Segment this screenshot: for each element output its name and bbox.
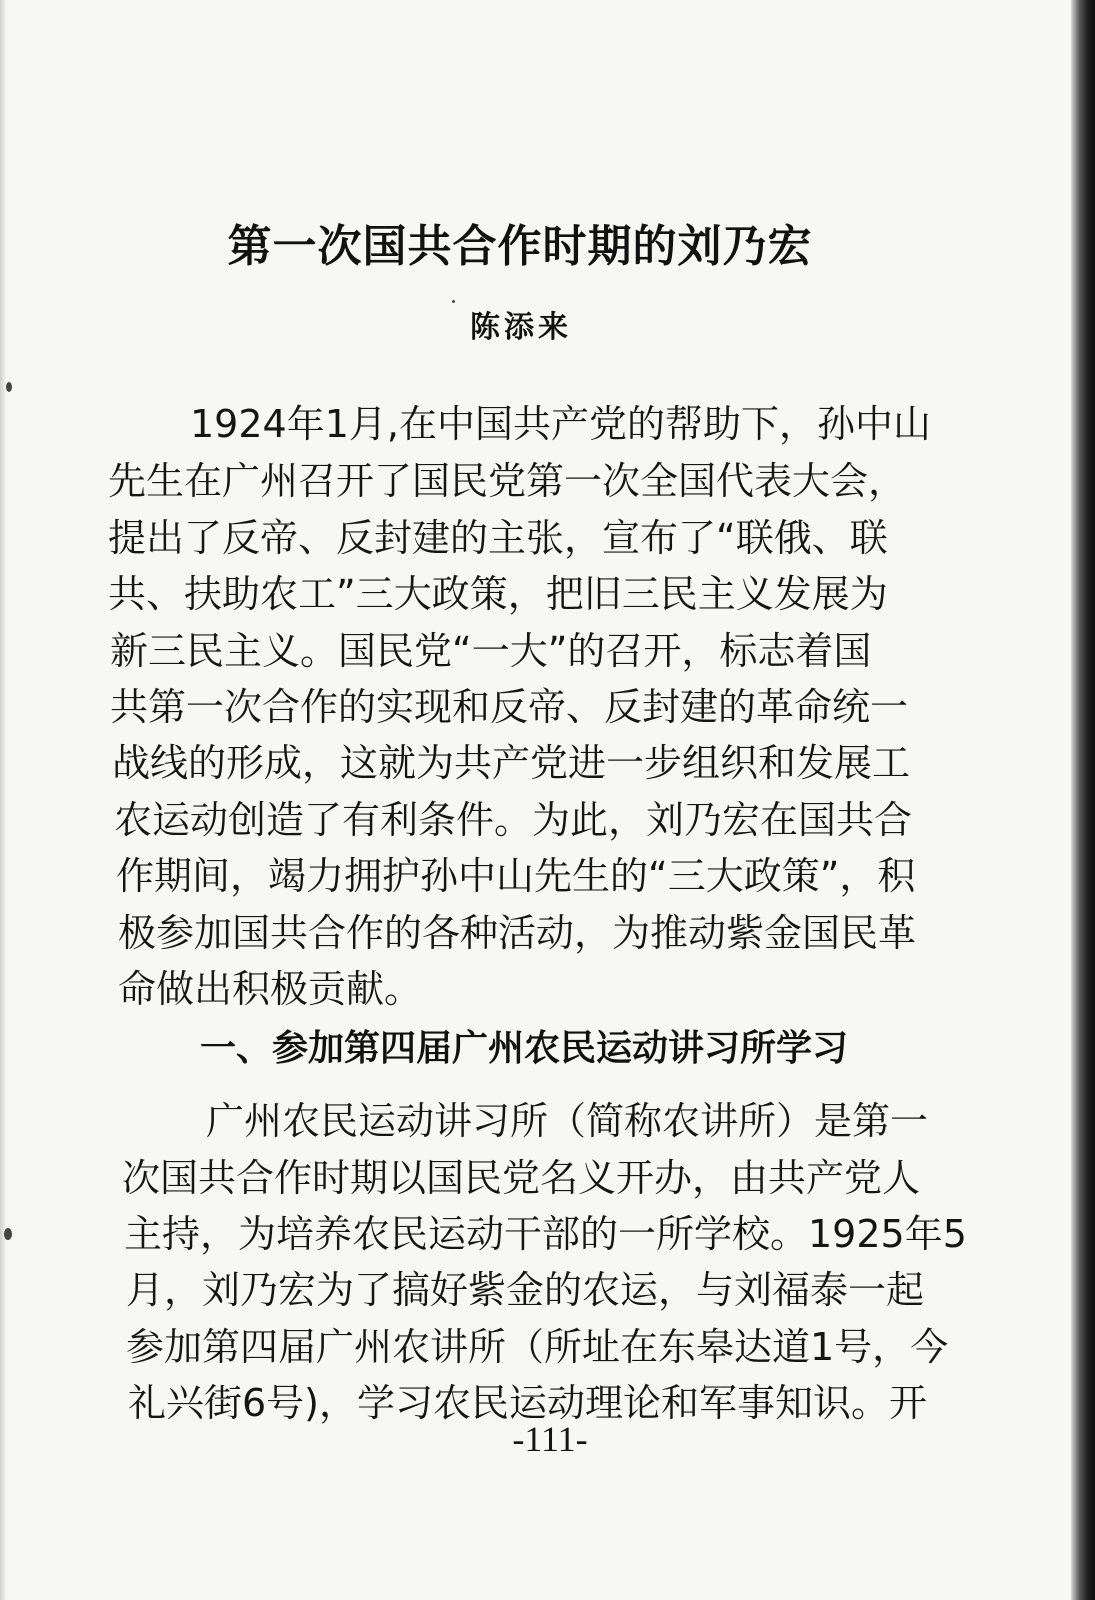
section-heading: 一、参加第四届广州农民运动讲习所学习 (200, 1028, 849, 1069)
paragraph-2-line: 月，刘乃宏为了搞好紫金的农运，与刘福泰一起 (126, 1268, 925, 1312)
scan-speck (452, 300, 455, 303)
paragraph-1-line: 作期间，竭力拥护孙中山先生的“三大政策”，积 (116, 854, 916, 898)
article-author: 陈添来 (470, 310, 572, 345)
scan-shadow-edge (1071, 0, 1095, 1600)
paragraph-2-line: 广州农民运动讲习所（简称农讲所）是第一 (206, 1099, 929, 1143)
paragraph-2-line: 次国共合作时期以国民党名义开办，由共产党人 (122, 1156, 921, 1200)
paragraph-2-line: 主持，为培养农民运动干部的一所学校。1925年5 (124, 1212, 967, 1256)
scan-speck (4, 1228, 12, 1240)
paragraph-2-line: 参加第四届广州农讲所（所址在东皋达道1号，今 (126, 1325, 949, 1369)
paragraph-1-line: 提出了反帝、反封建的主张，宣布了“联俄、联 (108, 516, 888, 560)
paragraph-1-line: 农运动创造了有利条件。为此，刘乃宏在国共合 (114, 798, 913, 842)
paragraph-1-line: 新三民主义。国民党“一大”的召开，标志着国 (110, 629, 872, 673)
paragraph-1-line: 战线的形成，这就为共产党进一步组织和发展工 (112, 741, 911, 785)
paragraph-1-line: 极参加国共合作的各种活动，为推动紫金国民革 (118, 911, 917, 955)
paragraph-1-line: 命做出积极贡献。 (118, 967, 423, 1011)
paragraph-1-line: 1924年1月,在中国共产党的帮助下，孙中山 (190, 402, 931, 446)
scan-speck (6, 382, 12, 392)
paragraph-1-line: 共、扶助农工”三大政策，把旧三民主义发展为 (108, 572, 888, 616)
paragraph-1-line: 先生在广州召开了国民党第一次全国代表大会， (108, 459, 907, 503)
paragraph-1-line: 共第一次合作的实现和反帝、反封建的革命统一 (110, 685, 909, 729)
page-number: -111- (512, 1419, 588, 1459)
article-title: 第一次国共合作时期的刘乃宏 (227, 221, 813, 272)
paragraph-2-line: 礼兴街6号)，学习农民运动理论和军事知识。开 (128, 1381, 928, 1425)
